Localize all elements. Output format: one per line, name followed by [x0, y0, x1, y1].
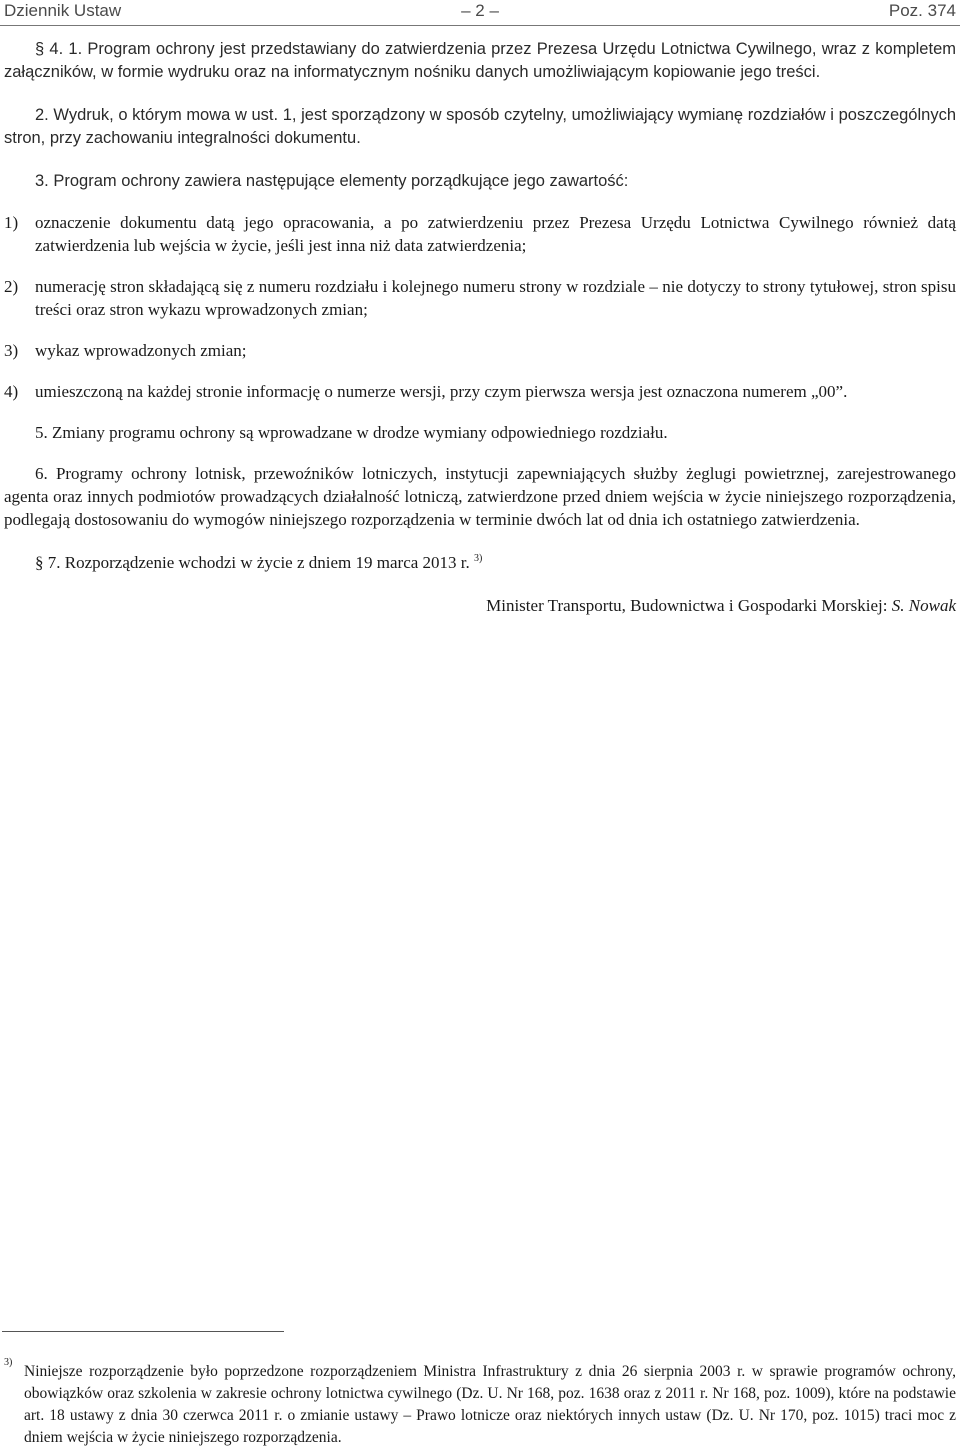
- signature-block: [4, 594, 956, 617]
- list-item-text: numerację stron składającą się z numeru rozdziału i kolejnego numeru strony w rozdziale – nie dotyczy to strony tytułowej, stron spisu treści oraz stron wykazu wprowadzonych zmian;: [35, 277, 956, 319]
- page-number: – 2 –: [461, 1, 499, 20]
- paragraph-7-text: § 7. Rozporządzenie wchodzi w życie z dniem 19 marca 2013 r.: [35, 553, 470, 572]
- page-header: [0, 0, 960, 26]
- paragraph-4-section-3: 3. Program ochrony zawiera następujące elementy porządkujące jego zawartość:: [35, 172, 629, 190]
- list-item: [4, 211, 956, 257]
- paragraph-4-section-6: 6. Programy ochrony lotnisk, przewoźników lotniczych, instytucji zapewniających służby żeglugi powietrznej, zarejestrowanego agenta oraz innych podmiotów prowadzących działalność lotniczą, zatwierdzone przed dniem wejścia w życie niniejszego rozporządzenia, podlegają dostosowaniu do wymogów niniejszego rozporządzenia w terminie dwóch lat od dnia ich ostatniego zatwierdzenia.: [4, 464, 956, 529]
- list-item: [4, 275, 956, 321]
- header-divider: [0, 25, 960, 26]
- paragraph-4-section-2: 2. Wydruk, o którym mowa w ust. 1, jest sporządzony w sposób czytelny, umożliwiający wymianę rozdziałów i poszczególnych stron, przy zachowaniu integralności dokumentu.: [4, 106, 956, 147]
- list-item-number: 3): [4, 341, 19, 360]
- footnote-reference: 3): [474, 553, 483, 564]
- position-number: Poz. 374: [888, 1, 956, 20]
- list-item-number: 4): [4, 382, 19, 401]
- journal-title: Dziennik Ustaw: [4, 1, 122, 20]
- paragraph-7: [4, 551, 956, 574]
- footnote-mark: 3): [4, 1357, 13, 1368]
- list-item-number: 1): [4, 213, 19, 232]
- list-item-number: 2): [4, 277, 19, 296]
- list-item-text: oznaczenie dokumentu datą jego opracowania, a po zatwierdzeniu przez Prezesa Urzędu Lotnictwa Cywilnego również datą zatwierdzenia lub wejścia w życie, jeśli jest inna niż data zatwierdzenia;: [35, 213, 956, 255]
- signature-title: Minister Transportu, Budownictwa i Gospodarki Morskiej:: [486, 596, 888, 615]
- list-item-text: wykaz wprowadzonych zmian;: [35, 341, 247, 360]
- paragraph-4-section-1: § 4. 1. Program ochrony jest przedstawiany do zatwierdzenia przez Prezesa Urzędu Lotnictwa Cywilnego, wraz z kompletem załączników, w formie wydruku oraz na informatycznym nośniku danych umożliwiającym kopiowanie jego treści.: [4, 40, 956, 81]
- list-item-text: umieszczoną na każdej stronie informację o numerze wersji, przy czym pierwsza wersja jest oznaczona numerem „00”.: [35, 382, 848, 401]
- list-item: [4, 339, 956, 362]
- paragraph-4-section-5: 5. Zmiany programu ochrony są wprowadzane w drodze wymiany odpowiedniego rozdziału.: [35, 423, 668, 442]
- footnote-text: Niniejsze rozporządzenie było poprzedzone rozporządzeniem Ministra Infrastruktury z dnia 26 sierpnia 2003 r. w sprawie programów ochrony, obowiązków oraz szkolenia w zakresie ochrony lotnictwa cywilnego (Dz. U. Nr 168, poz. 1638 oraz z 2011 r. Nr 168, poz. 1009), które na podstawie art. 18 ustawy z dnia 30 czerwca 2011 r. o zmianie ustawy – Prawo lotnicze oraz niektórych innych ustaw (Dz. U. Nr 170, poz. 1015) traci moc z dniem wejścia w życie niniejszego rozporządzenia.: [24, 1363, 956, 1446]
- footnote-divider: [2, 1331, 284, 1332]
- signature-name: S. Nowak: [891, 596, 956, 615]
- footnote: [4, 1357, 956, 1449]
- list-item: [4, 380, 956, 403]
- document-body: [4, 38, 956, 617]
